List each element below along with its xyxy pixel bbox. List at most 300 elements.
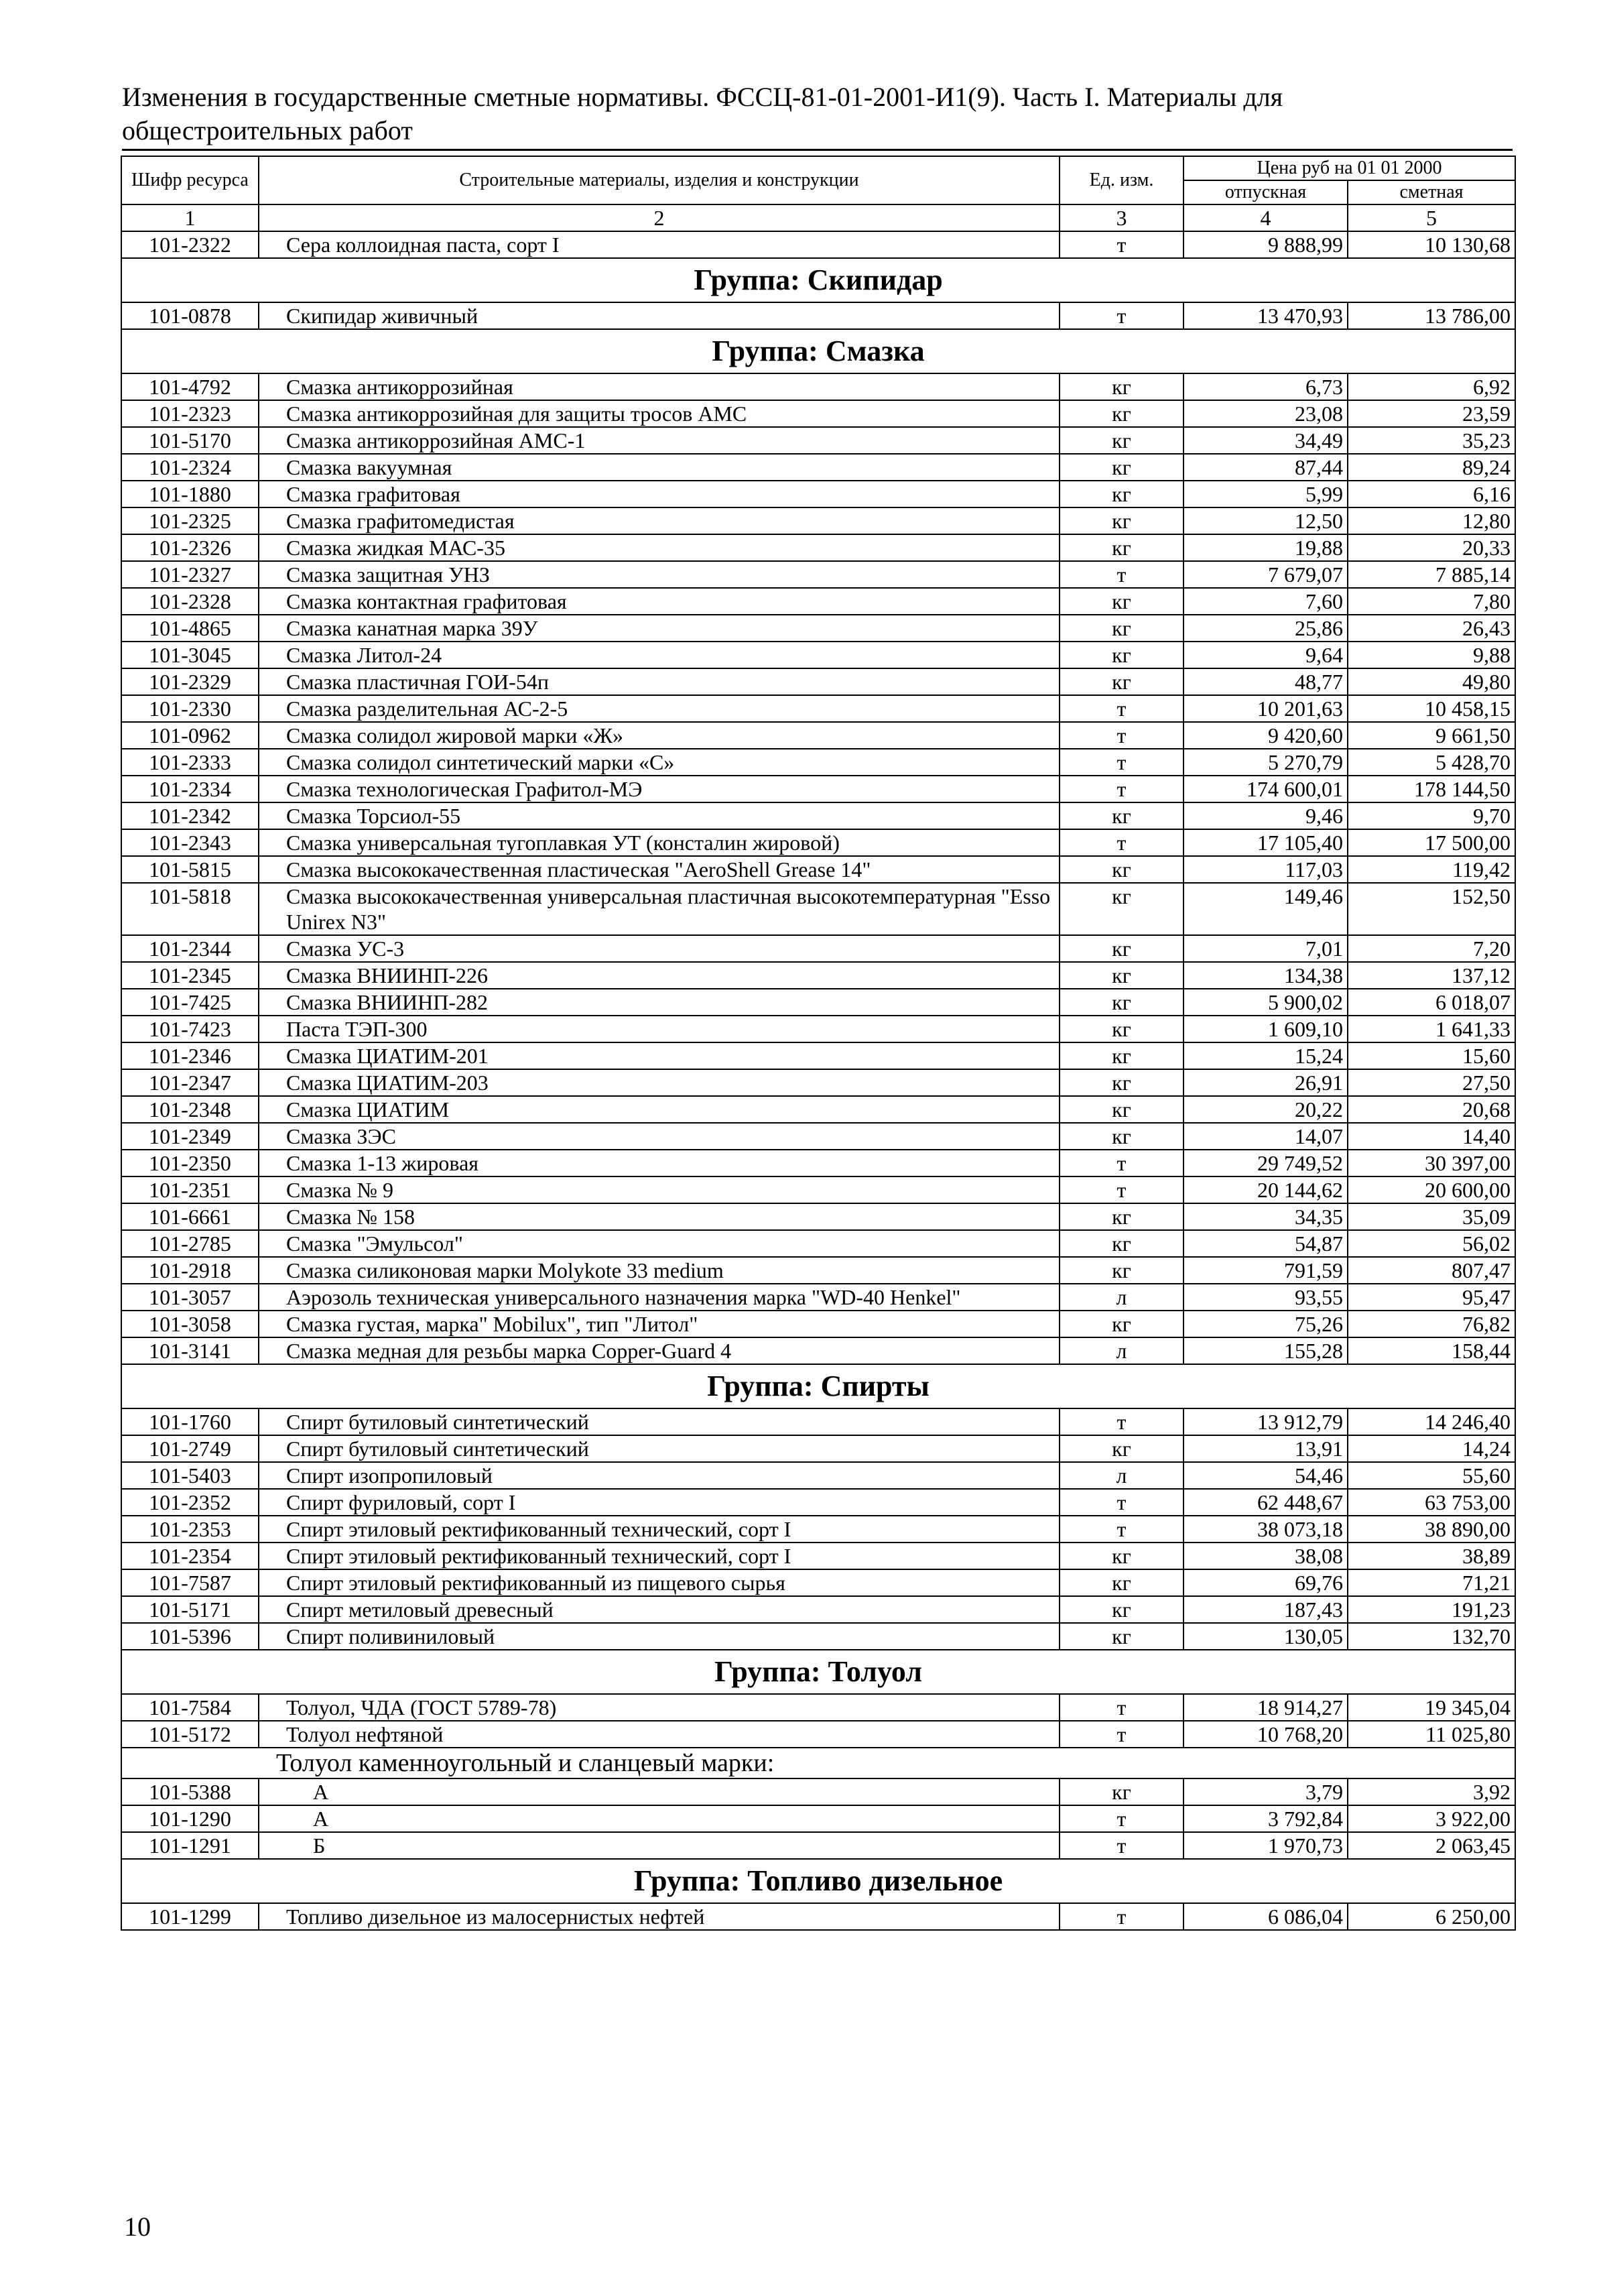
unit: т [1060, 829, 1184, 856]
release-price: 5,99 [1184, 481, 1348, 507]
unit: кг [1060, 481, 1184, 507]
table-row [121, 1569, 1515, 1596]
estimate-price: 27,50 [1348, 1069, 1515, 1096]
release-price: 15,24 [1184, 1042, 1348, 1069]
estimate-price: 10 458,15 [1348, 695, 1515, 722]
material-name: Смазка контактная графитовая [259, 588, 1060, 615]
price-table [121, 156, 1516, 1931]
col-header-code: Шифр ресурса [121, 156, 259, 204]
unit: т [1060, 1516, 1184, 1543]
release-price: 5 900,02 [1184, 989, 1348, 1016]
group-heading: Группа: Скипидар [121, 258, 1515, 302]
table-row [121, 588, 1515, 615]
table-row [121, 668, 1515, 695]
release-price: 75,26 [1184, 1311, 1348, 1337]
unit: л [1060, 1284, 1184, 1311]
release-price: 54,87 [1184, 1230, 1348, 1257]
col-header-name: Строительные материалы, изделия и конструкции [259, 156, 1060, 204]
material-name: Смазка ЦИАТИМ [259, 1096, 1060, 1123]
material-name: Спирт этиловый ректификованный технический, сорт I [259, 1516, 1060, 1543]
estimate-price: 12,80 [1348, 507, 1515, 534]
unit: т [1060, 1694, 1184, 1721]
unit: кг [1060, 454, 1184, 481]
table-row [121, 1778, 1515, 1805]
table-row [121, 1016, 1515, 1042]
unit: кг [1060, 615, 1184, 642]
unit: кг [1060, 962, 1184, 989]
estimate-price: 7,80 [1348, 588, 1515, 615]
estimate-price: 2 063,45 [1348, 1832, 1515, 1859]
unit: кг [1060, 1569, 1184, 1596]
subgroup-heading: Толуол каменноугольный и сланцевый марки: [121, 1748, 1515, 1778]
estimate-price: 30 397,00 [1348, 1150, 1515, 1176]
unit: кг [1060, 1311, 1184, 1337]
unit: т [1060, 776, 1184, 802]
table-row [121, 1489, 1515, 1516]
table-row [121, 1721, 1515, 1748]
material-name: Смазка медная для резьбы марка Copper-Guard 4 [259, 1337, 1060, 1364]
table-row [121, 1805, 1515, 1832]
estimate-price: 20,68 [1348, 1096, 1515, 1123]
material-name: Смазка ЦИАТИМ-201 [259, 1042, 1060, 1069]
material-name: Смазка Торсиол-55 [259, 802, 1060, 829]
table-row [121, 1903, 1515, 1930]
unit: т [1060, 1832, 1184, 1859]
resource-code: 101-0962 [121, 722, 259, 749]
table-row [121, 722, 1515, 749]
unit: кг [1060, 534, 1184, 561]
resource-code: 101-2353 [121, 1516, 259, 1543]
material-name: Смазка № 9 [259, 1176, 1060, 1203]
estimate-price: 5 428,70 [1348, 749, 1515, 776]
material-name: Смазка графитовая [259, 481, 1060, 507]
estimate-price: 158,44 [1348, 1337, 1515, 1364]
table-row [121, 373, 1515, 400]
material-name: Смазка ВНИИНП-282 [259, 989, 1060, 1016]
material-name: Смазка ЦИАТИМ-203 [259, 1069, 1060, 1096]
unit: л [1060, 1337, 1184, 1364]
table-row [121, 1096, 1515, 1123]
page-number: 10 [124, 2212, 151, 2242]
release-price: 9,64 [1184, 642, 1348, 668]
material-name: Смазка "Эмульсол" [259, 1230, 1060, 1257]
resource-code: 101-7584 [121, 1694, 259, 1721]
table-row [121, 454, 1515, 481]
material-name: Спирт бутиловый синтетический [259, 1435, 1060, 1462]
group-heading: Группа: Смазка [121, 329, 1515, 373]
unit: кг [1060, 373, 1184, 400]
resource-code: 101-1880 [121, 481, 259, 507]
table-body [121, 231, 1515, 1930]
group-heading-row [121, 1859, 1515, 1903]
release-price: 6 086,04 [1184, 1903, 1348, 1930]
resource-code: 101-2323 [121, 400, 259, 427]
material-name: Смазка жидкая МАС-35 [259, 534, 1060, 561]
table-row [121, 1832, 1515, 1859]
column-number-row [121, 204, 1515, 231]
unit: кг [1060, 1123, 1184, 1150]
resource-code: 101-0878 [121, 302, 259, 329]
estimate-price: 63 753,00 [1348, 1489, 1515, 1516]
table-row [121, 1257, 1515, 1284]
estimate-price: 11 025,80 [1348, 1721, 1515, 1748]
material-name: Сера коллоидная паста, сорт I [259, 231, 1060, 258]
material-name: Толуол, ЧДА (ГОСТ 5789-78) [259, 1694, 1060, 1721]
col-header-estimate: сметная [1348, 180, 1515, 204]
unit: кг [1060, 935, 1184, 962]
unit: т [1060, 695, 1184, 722]
material-name: Паста ТЭП-300 [259, 1016, 1060, 1042]
estimate-price: 9,88 [1348, 642, 1515, 668]
release-price: 29 749,52 [1184, 1150, 1348, 1176]
resource-code: 101-2785 [121, 1230, 259, 1257]
estimate-price: 132,70 [1348, 1623, 1515, 1650]
material-name: Смазка универсальная тугоплавкая УТ (консталин жировой) [259, 829, 1060, 856]
table-row [121, 1408, 1515, 1435]
estimate-price: 7,20 [1348, 935, 1515, 962]
release-price: 117,03 [1184, 856, 1348, 883]
table-row [121, 695, 1515, 722]
release-price: 7,60 [1184, 588, 1348, 615]
header-line-1: Изменения в государственные сметные нормативы. ФССЦ-81-01-2001-И1(9). Часть I. Материалы для [122, 82, 1283, 112]
estimate-price: 807,47 [1348, 1257, 1515, 1284]
material-name: Смазка 1-13 жировая [259, 1150, 1060, 1176]
table-row [121, 231, 1515, 258]
resource-code: 101-2346 [121, 1042, 259, 1069]
release-price: 9 420,60 [1184, 722, 1348, 749]
col-number: 4 [1184, 204, 1348, 231]
unit: кг [1060, 1203, 1184, 1230]
estimate-price: 137,12 [1348, 962, 1515, 989]
material-name: Смазка защитная УНЗ [259, 561, 1060, 588]
group-heading: Группа: Топливо дизельное [121, 1859, 1515, 1903]
resource-code: 101-2749 [121, 1435, 259, 1462]
table-row [121, 1069, 1515, 1096]
resource-code: 101-2328 [121, 588, 259, 615]
table-row [121, 1435, 1515, 1462]
estimate-price: 35,23 [1348, 427, 1515, 454]
material-name: Смазка высококачественная универсальная пластичная высокотемпературная "Esso Unirex N3" [259, 883, 1060, 935]
unit: т [1060, 1903, 1184, 1930]
group-heading: Группа: Спирты [121, 1364, 1515, 1408]
release-price: 155,28 [1184, 1337, 1348, 1364]
release-price: 6,73 [1184, 373, 1348, 400]
release-price: 791,59 [1184, 1257, 1348, 1284]
material-name: Смазка пластичная ГОИ-54п [259, 668, 1060, 695]
unit: кг [1060, 1230, 1184, 1257]
release-price: 130,05 [1184, 1623, 1348, 1650]
estimate-price: 119,42 [1348, 856, 1515, 883]
release-price: 7 679,07 [1184, 561, 1348, 588]
resource-code: 101-7587 [121, 1569, 259, 1596]
estimate-price: 3,92 [1348, 1778, 1515, 1805]
resource-code: 101-2324 [121, 454, 259, 481]
material-name: Смазка Литол-24 [259, 642, 1060, 668]
estimate-price: 49,80 [1348, 668, 1515, 695]
resource-code: 101-2350 [121, 1150, 259, 1176]
unit: кг [1060, 588, 1184, 615]
estimate-price: 23,59 [1348, 400, 1515, 427]
material-name: Спирт метиловый древесный [259, 1596, 1060, 1623]
table-row [121, 1042, 1515, 1069]
table-row [121, 1596, 1515, 1623]
estimate-price: 9 661,50 [1348, 722, 1515, 749]
table-row [121, 1543, 1515, 1569]
estimate-price: 76,82 [1348, 1311, 1515, 1337]
col-number: 5 [1348, 204, 1515, 231]
release-price: 25,86 [1184, 615, 1348, 642]
table-row [121, 507, 1515, 534]
unit: кг [1060, 1543, 1184, 1569]
material-name: А [259, 1778, 1060, 1805]
table-row [121, 1203, 1515, 1230]
estimate-price: 71,21 [1348, 1569, 1515, 1596]
col-header-unit: Ед. изм. [1060, 156, 1184, 204]
material-name: Смазка ЗЭС [259, 1123, 1060, 1150]
material-name: Смазка разделительная АС-2-5 [259, 695, 1060, 722]
group-heading-row [121, 329, 1515, 373]
unit: т [1060, 1176, 1184, 1203]
release-price: 69,76 [1184, 1569, 1348, 1596]
table-row [121, 776, 1515, 802]
unit: кг [1060, 1596, 1184, 1623]
estimate-price: 14 246,40 [1348, 1408, 1515, 1435]
estimate-price: 55,60 [1348, 1462, 1515, 1489]
estimate-price: 20 600,00 [1348, 1176, 1515, 1203]
unit: кг [1060, 427, 1184, 454]
estimate-price: 35,09 [1348, 1203, 1515, 1230]
material-name: Смазка канатная марка 39У [259, 615, 1060, 642]
material-name: Смазка солидол синтетический марки «С» [259, 749, 1060, 776]
resource-code: 101-4792 [121, 373, 259, 400]
table-row [121, 1311, 1515, 1337]
unit: т [1060, 1721, 1184, 1748]
unit: кг [1060, 856, 1184, 883]
estimate-price: 95,47 [1348, 1284, 1515, 1311]
material-name: Спирт изопропиловый [259, 1462, 1060, 1489]
resource-code: 101-3057 [121, 1284, 259, 1311]
material-name: А [259, 1805, 1060, 1832]
release-price: 13 470,93 [1184, 302, 1348, 329]
unit: кг [1060, 507, 1184, 534]
resource-code: 101-5170 [121, 427, 259, 454]
resource-code: 101-7423 [121, 1016, 259, 1042]
estimate-price: 6 018,07 [1348, 989, 1515, 1016]
release-price: 87,44 [1184, 454, 1348, 481]
release-price: 10 201,63 [1184, 695, 1348, 722]
unit: кг [1060, 1096, 1184, 1123]
material-name: Смазка ВНИИНП-226 [259, 962, 1060, 989]
estimate-price: 19 345,04 [1348, 1694, 1515, 1721]
unit: кг [1060, 883, 1184, 935]
estimate-price: 9,70 [1348, 802, 1515, 829]
unit: т [1060, 1408, 1184, 1435]
resource-code: 101-2334 [121, 776, 259, 802]
resource-code: 101-2918 [121, 1257, 259, 1284]
material-name: Смазка графитомедистая [259, 507, 1060, 534]
table-row [121, 1337, 1515, 1364]
resource-code: 101-4865 [121, 615, 259, 642]
material-name: Спирт фуриловый, сорт I [259, 1489, 1060, 1516]
table-row [121, 1516, 1515, 1543]
release-price: 174 600,01 [1184, 776, 1348, 802]
resource-code: 101-2344 [121, 935, 259, 962]
subgroup-heading-row [121, 1748, 1515, 1778]
document-header [122, 80, 1462, 147]
resource-code: 101-6661 [121, 1203, 259, 1230]
resource-code: 101-2329 [121, 668, 259, 695]
unit: кг [1060, 668, 1184, 695]
unit: кг [1060, 802, 1184, 829]
material-name: Смазка № 158 [259, 1203, 1060, 1230]
material-name: Спирт этиловый ректификованный из пищевого сырья [259, 1569, 1060, 1596]
col-number: 2 [259, 204, 1060, 231]
release-price: 14,07 [1184, 1123, 1348, 1150]
release-price: 9 888,99 [1184, 231, 1348, 258]
material-name: Смазка высококачественная пластическая "AeroShell Grease 14" [259, 856, 1060, 883]
table-row [121, 962, 1515, 989]
estimate-price: 6,92 [1348, 373, 1515, 400]
estimate-price: 38 890,00 [1348, 1516, 1515, 1543]
unit: т [1060, 1489, 1184, 1516]
table-row [121, 935, 1515, 962]
release-price: 187,43 [1184, 1596, 1348, 1623]
estimate-price: 20,33 [1348, 534, 1515, 561]
table-row [121, 534, 1515, 561]
release-price: 54,46 [1184, 1462, 1348, 1489]
resource-code: 101-2351 [121, 1176, 259, 1203]
estimate-price: 13 786,00 [1348, 302, 1515, 329]
estimate-price: 3 922,00 [1348, 1805, 1515, 1832]
unit: кг [1060, 642, 1184, 668]
release-price: 23,08 [1184, 400, 1348, 427]
release-price: 1 609,10 [1184, 1016, 1348, 1042]
resource-code: 101-7425 [121, 989, 259, 1016]
table-row [121, 302, 1515, 329]
release-price: 93,55 [1184, 1284, 1348, 1311]
release-price: 13,91 [1184, 1435, 1348, 1462]
table-row [121, 561, 1515, 588]
resource-code: 101-5403 [121, 1462, 259, 1489]
release-price: 19,88 [1184, 534, 1348, 561]
resource-code: 101-5171 [121, 1596, 259, 1623]
release-price: 5 270,79 [1184, 749, 1348, 776]
resource-code: 101-2325 [121, 507, 259, 534]
release-price: 13 912,79 [1184, 1408, 1348, 1435]
estimate-price: 38,89 [1348, 1543, 1515, 1569]
release-price: 12,50 [1184, 507, 1348, 534]
estimate-price: 6 250,00 [1348, 1903, 1515, 1930]
table-row [121, 883, 1515, 935]
release-price: 9,46 [1184, 802, 1348, 829]
material-name: Скипидар живичный [259, 302, 1060, 329]
resource-code: 101-5388 [121, 1778, 259, 1805]
resource-code: 101-5396 [121, 1623, 259, 1650]
table-row [121, 1623, 1515, 1650]
release-price: 34,35 [1184, 1203, 1348, 1230]
release-price: 38 073,18 [1184, 1516, 1348, 1543]
resource-code: 101-3058 [121, 1311, 259, 1337]
release-price: 3,79 [1184, 1778, 1348, 1805]
estimate-price: 1 641,33 [1348, 1016, 1515, 1042]
material-name: Смазка УС-3 [259, 935, 1060, 962]
resource-code: 101-5172 [121, 1721, 259, 1748]
table-row [121, 856, 1515, 883]
estimate-price: 15,60 [1348, 1042, 1515, 1069]
release-price: 149,46 [1184, 883, 1348, 935]
group-heading: Группа: Толуол [121, 1650, 1515, 1694]
release-price: 34,49 [1184, 427, 1348, 454]
resource-code: 101-2342 [121, 802, 259, 829]
resource-code: 101-2343 [121, 829, 259, 856]
resource-code: 101-2326 [121, 534, 259, 561]
estimate-price: 89,24 [1348, 454, 1515, 481]
table-row [121, 1150, 1515, 1176]
resource-code: 101-2327 [121, 561, 259, 588]
table-row [121, 829, 1515, 856]
unit: т [1060, 749, 1184, 776]
resource-code: 101-2348 [121, 1096, 259, 1123]
material-name: Топливо дизельное из малосернистых нефтей [259, 1903, 1060, 1930]
table-row [121, 1694, 1515, 1721]
unit: л [1060, 1462, 1184, 1489]
table-row [121, 749, 1515, 776]
release-price: 26,91 [1184, 1069, 1348, 1096]
material-name: Спирт поливиниловый [259, 1623, 1060, 1650]
material-name: Смазка антикоррозийная АМС-1 [259, 427, 1060, 454]
table-row [121, 1123, 1515, 1150]
col-number: 3 [1060, 204, 1184, 231]
header-rule [122, 149, 1513, 151]
resource-code: 101-5818 [121, 883, 259, 935]
material-name: Смазка силиконовая марки Molykote 33 medium [259, 1257, 1060, 1284]
release-price: 3 792,84 [1184, 1805, 1348, 1832]
col-header-release: отпускная [1184, 180, 1348, 204]
resource-code: 101-1760 [121, 1408, 259, 1435]
table-row [121, 615, 1515, 642]
resource-code: 101-2330 [121, 695, 259, 722]
resource-code: 101-2322 [121, 231, 259, 258]
resource-code: 101-2333 [121, 749, 259, 776]
unit: кг [1060, 400, 1184, 427]
estimate-price: 56,02 [1348, 1230, 1515, 1257]
table-row [121, 1462, 1515, 1489]
unit: кг [1060, 1257, 1184, 1284]
estimate-price: 7 885,14 [1348, 561, 1515, 588]
estimate-price: 14,40 [1348, 1123, 1515, 1150]
unit: т [1060, 231, 1184, 258]
table-row [121, 802, 1515, 829]
resource-code: 101-2352 [121, 1489, 259, 1516]
resource-code: 101-3045 [121, 642, 259, 668]
release-price: 38,08 [1184, 1543, 1348, 1569]
resource-code: 101-2349 [121, 1123, 259, 1150]
release-price: 20,22 [1184, 1096, 1348, 1123]
release-price: 1 970,73 [1184, 1832, 1348, 1859]
resource-code: 101-3141 [121, 1337, 259, 1364]
resource-code: 101-1291 [121, 1832, 259, 1859]
unit: кг [1060, 1623, 1184, 1650]
resource-code: 101-5815 [121, 856, 259, 883]
release-price: 17 105,40 [1184, 829, 1348, 856]
material-name: Смазка густая, марка" Mobilux", тип "Литол" [259, 1311, 1060, 1337]
unit: кг [1060, 989, 1184, 1016]
release-price: 7,01 [1184, 935, 1348, 962]
col-header-price: Цена руб на 01 01 2000 [1184, 156, 1515, 180]
release-price: 48,77 [1184, 668, 1348, 695]
material-name: Спирт бутиловый синтетический [259, 1408, 1060, 1435]
release-price: 10 768,20 [1184, 1721, 1348, 1748]
